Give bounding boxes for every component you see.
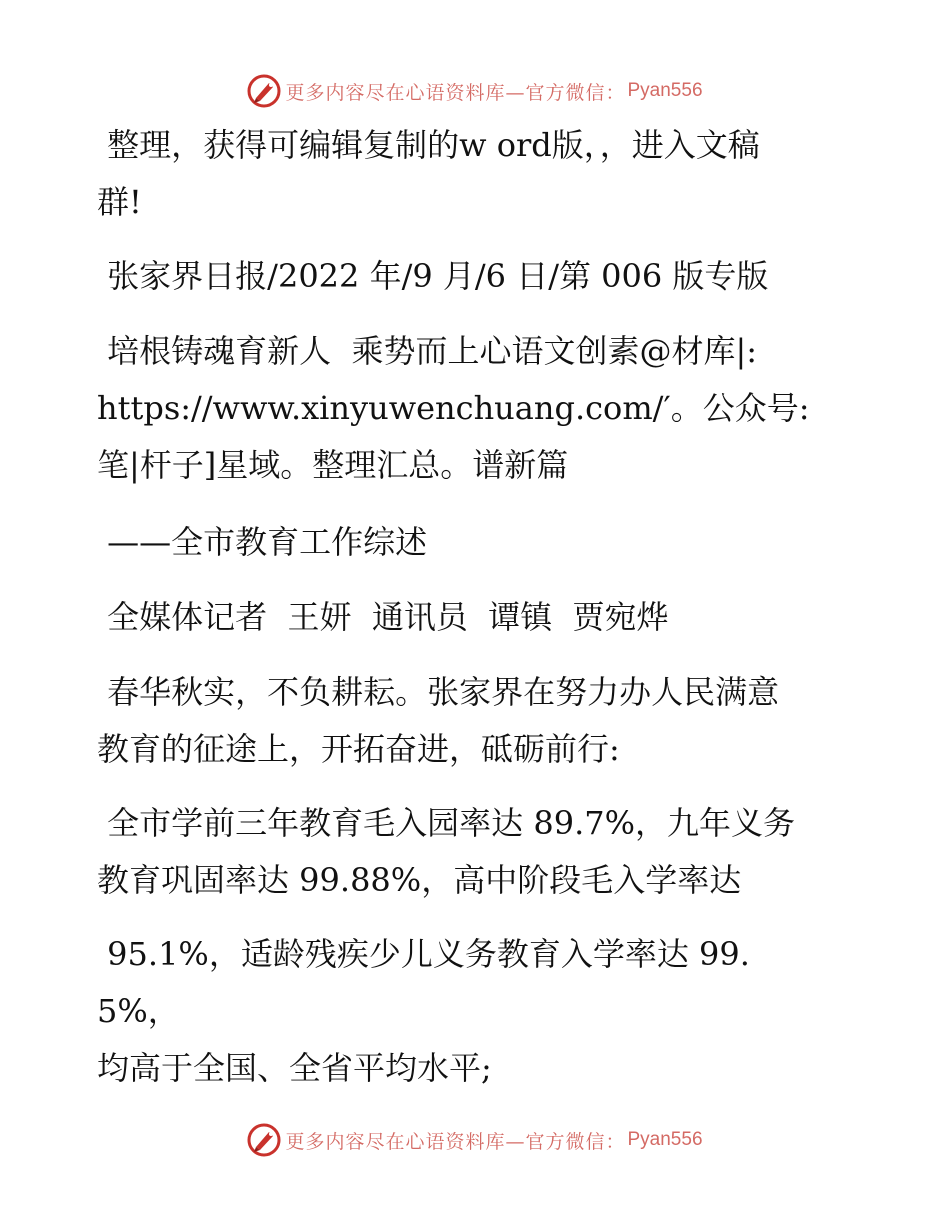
watermark-text: 更多内容尽在心语资料库—官方微信： bbox=[285, 1130, 626, 1153]
paragraph-byline: 全媒体记者 王妍 通讯员 谭镇 贾宛烨 bbox=[97, 598, 669, 636]
paragraph-lead: 春华秋实，不负耕耘。张家界在努力办人民满意 教育的征途上，开拓奋进，砥砺前行: bbox=[97, 673, 780, 768]
paragraph-statistics: 全市学前三年教育毛入园率达 89.7%，九年义务 教育巩固率达 99.88%，高中阶段毛入学率达 bbox=[97, 804, 796, 899]
paragraph-source: 张家界日报/2022 年/9 月/6 日/第 006 版专版 bbox=[97, 257, 769, 295]
red-pen-logo-icon bbox=[247, 1123, 281, 1157]
paragraph-intro: 整理，获得可编辑复制的w ord版，，进入文稿 群! bbox=[97, 126, 760, 221]
watermark-handle: Pyan556 bbox=[627, 1129, 703, 1150]
red-pen-logo-icon bbox=[247, 74, 281, 108]
footer-watermark bbox=[0, 1120, 950, 1160]
header-watermark bbox=[0, 71, 950, 111]
paragraph-statistics-cont: 95.1%，适龄残疾少儿义务教育入学率达 99.5%， 均高于全国、全省平均水平; bbox=[97, 935, 750, 1087]
paragraph-headline: 培根铸魂育新人 乘势而上心语文创素@材库|: https://www.xinyuwenchuang.com/′。公众号: 笔|杆子]星域。整理汇总。谱新篇 bbox=[97, 332, 810, 484]
watermark-handle: Pyan556 bbox=[627, 80, 703, 101]
watermark-text: 更多内容尽在心语资料库—官方微信： bbox=[285, 81, 626, 104]
paragraph-subtitle: ——全市教育工作综述 bbox=[97, 523, 428, 561]
